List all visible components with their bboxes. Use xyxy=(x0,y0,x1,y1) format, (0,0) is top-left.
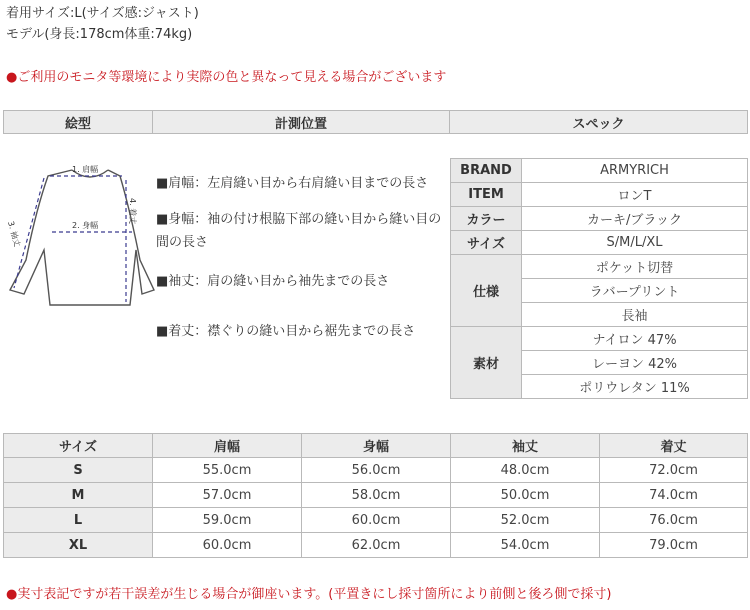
value-cell: 76.0cm xyxy=(600,508,748,533)
spec-value: S/M/L/XL xyxy=(522,231,748,255)
size-cell: XL xyxy=(4,533,153,558)
spec-row-brand xyxy=(451,159,748,183)
spec-value: ナイロン 47% xyxy=(522,327,748,351)
value-cell: 55.0cm xyxy=(153,458,302,483)
col-header: 肩幅 xyxy=(153,434,302,458)
spec-value: ポケット切替 xyxy=(522,255,748,279)
spec-label: カラー xyxy=(451,207,522,231)
note-length: ■着丈：襟ぐりの縫い目から裾先までの長さ xyxy=(156,324,416,339)
spec-row-item xyxy=(451,183,748,207)
value-cell: 56.0cm xyxy=(302,458,451,483)
spec-row-finish xyxy=(451,255,748,279)
value-cell: 54.0cm xyxy=(451,533,600,558)
measurement-disclaimer: ●実寸表記ですが若干誤差が生じる場合が御座います。(平置きにし採寸箇所により前側と後ろ側で採寸) xyxy=(6,587,612,602)
header-spec: スペック xyxy=(450,111,748,134)
header-measure-position: 計測位置 xyxy=(153,111,450,134)
col-header: 身幅 xyxy=(302,434,451,458)
spec-value: ラバープリント xyxy=(522,279,748,303)
diagram-label-shoulder: 1. 肩幅 xyxy=(72,165,99,174)
section-header-row xyxy=(3,110,748,134)
spec-value: カーキ/ブラック xyxy=(522,207,748,231)
spec-row-material xyxy=(451,327,748,351)
value-cell: 57.0cm xyxy=(153,483,302,508)
worn-size-text: 着用サイズ:L(サイズ感:ジャスト) xyxy=(6,6,199,21)
model-info-text: モデル(身長:178cm体重:74kg) xyxy=(6,27,193,42)
spec-label: BRAND xyxy=(451,159,522,183)
value-cell: 52.0cm xyxy=(451,508,600,533)
color-notice: ●ご利用のモニタ等環境により実際の色と異なって見える場合がございます xyxy=(6,70,447,85)
table-row xyxy=(4,458,748,483)
note-shoulder: ■肩幅：左肩縫い目から右肩縫い目までの長さ xyxy=(156,176,429,191)
spec-label: サイズ xyxy=(451,231,522,255)
spec-row-size xyxy=(451,231,748,255)
note-body: ■身幅：袖の付け根脇下部の縫い目から縫い目の間の長さ xyxy=(156,212,442,250)
diagram-label-body: 2. 身幅 xyxy=(72,221,99,230)
table-row xyxy=(4,483,748,508)
size-cell: S xyxy=(4,458,153,483)
diagram-label-length: 4. 着丈 xyxy=(128,198,137,225)
size-cell: L xyxy=(4,508,153,533)
spec-table xyxy=(450,158,748,399)
header-pattern: 絵型 xyxy=(4,111,153,134)
value-cell: 74.0cm xyxy=(600,483,748,508)
col-header: 袖丈 xyxy=(451,434,600,458)
spec-value: ARMYRICH xyxy=(522,159,748,183)
spec-row-color xyxy=(451,207,748,231)
spec-value: ポリウレタン 11% xyxy=(522,375,748,399)
value-cell: 60.0cm xyxy=(153,533,302,558)
value-cell: 79.0cm xyxy=(600,533,748,558)
value-cell: 62.0cm xyxy=(302,533,451,558)
spec-value: レーヨン 42% xyxy=(522,351,748,375)
value-cell: 60.0cm xyxy=(302,508,451,533)
garment-diagram xyxy=(0,150,155,325)
table-row xyxy=(4,533,748,558)
value-cell: 58.0cm xyxy=(302,483,451,508)
value-cell: 72.0cm xyxy=(600,458,748,483)
spec-value: 長袖 xyxy=(522,303,748,327)
col-header: 着丈 xyxy=(600,434,748,458)
col-header: サイズ xyxy=(4,434,153,458)
shirt-outline-shape xyxy=(10,170,154,305)
diagram-label-sleeve: 3. 袖丈 xyxy=(6,220,22,248)
note-sleeve: ■袖丈：肩の縫い目から袖先までの長さ xyxy=(156,274,390,289)
spec-label: 仕様 xyxy=(451,255,522,327)
value-cell: 59.0cm xyxy=(153,508,302,533)
spec-label: 素材 xyxy=(451,327,522,399)
value-cell: 48.0cm xyxy=(451,458,600,483)
table-row xyxy=(4,508,748,533)
spec-label: ITEM xyxy=(451,183,522,207)
size-table xyxy=(3,433,748,558)
size-cell: M xyxy=(4,483,153,508)
value-cell: 50.0cm xyxy=(451,483,600,508)
spec-value: ロンT xyxy=(522,183,748,207)
size-table-header xyxy=(4,434,748,458)
